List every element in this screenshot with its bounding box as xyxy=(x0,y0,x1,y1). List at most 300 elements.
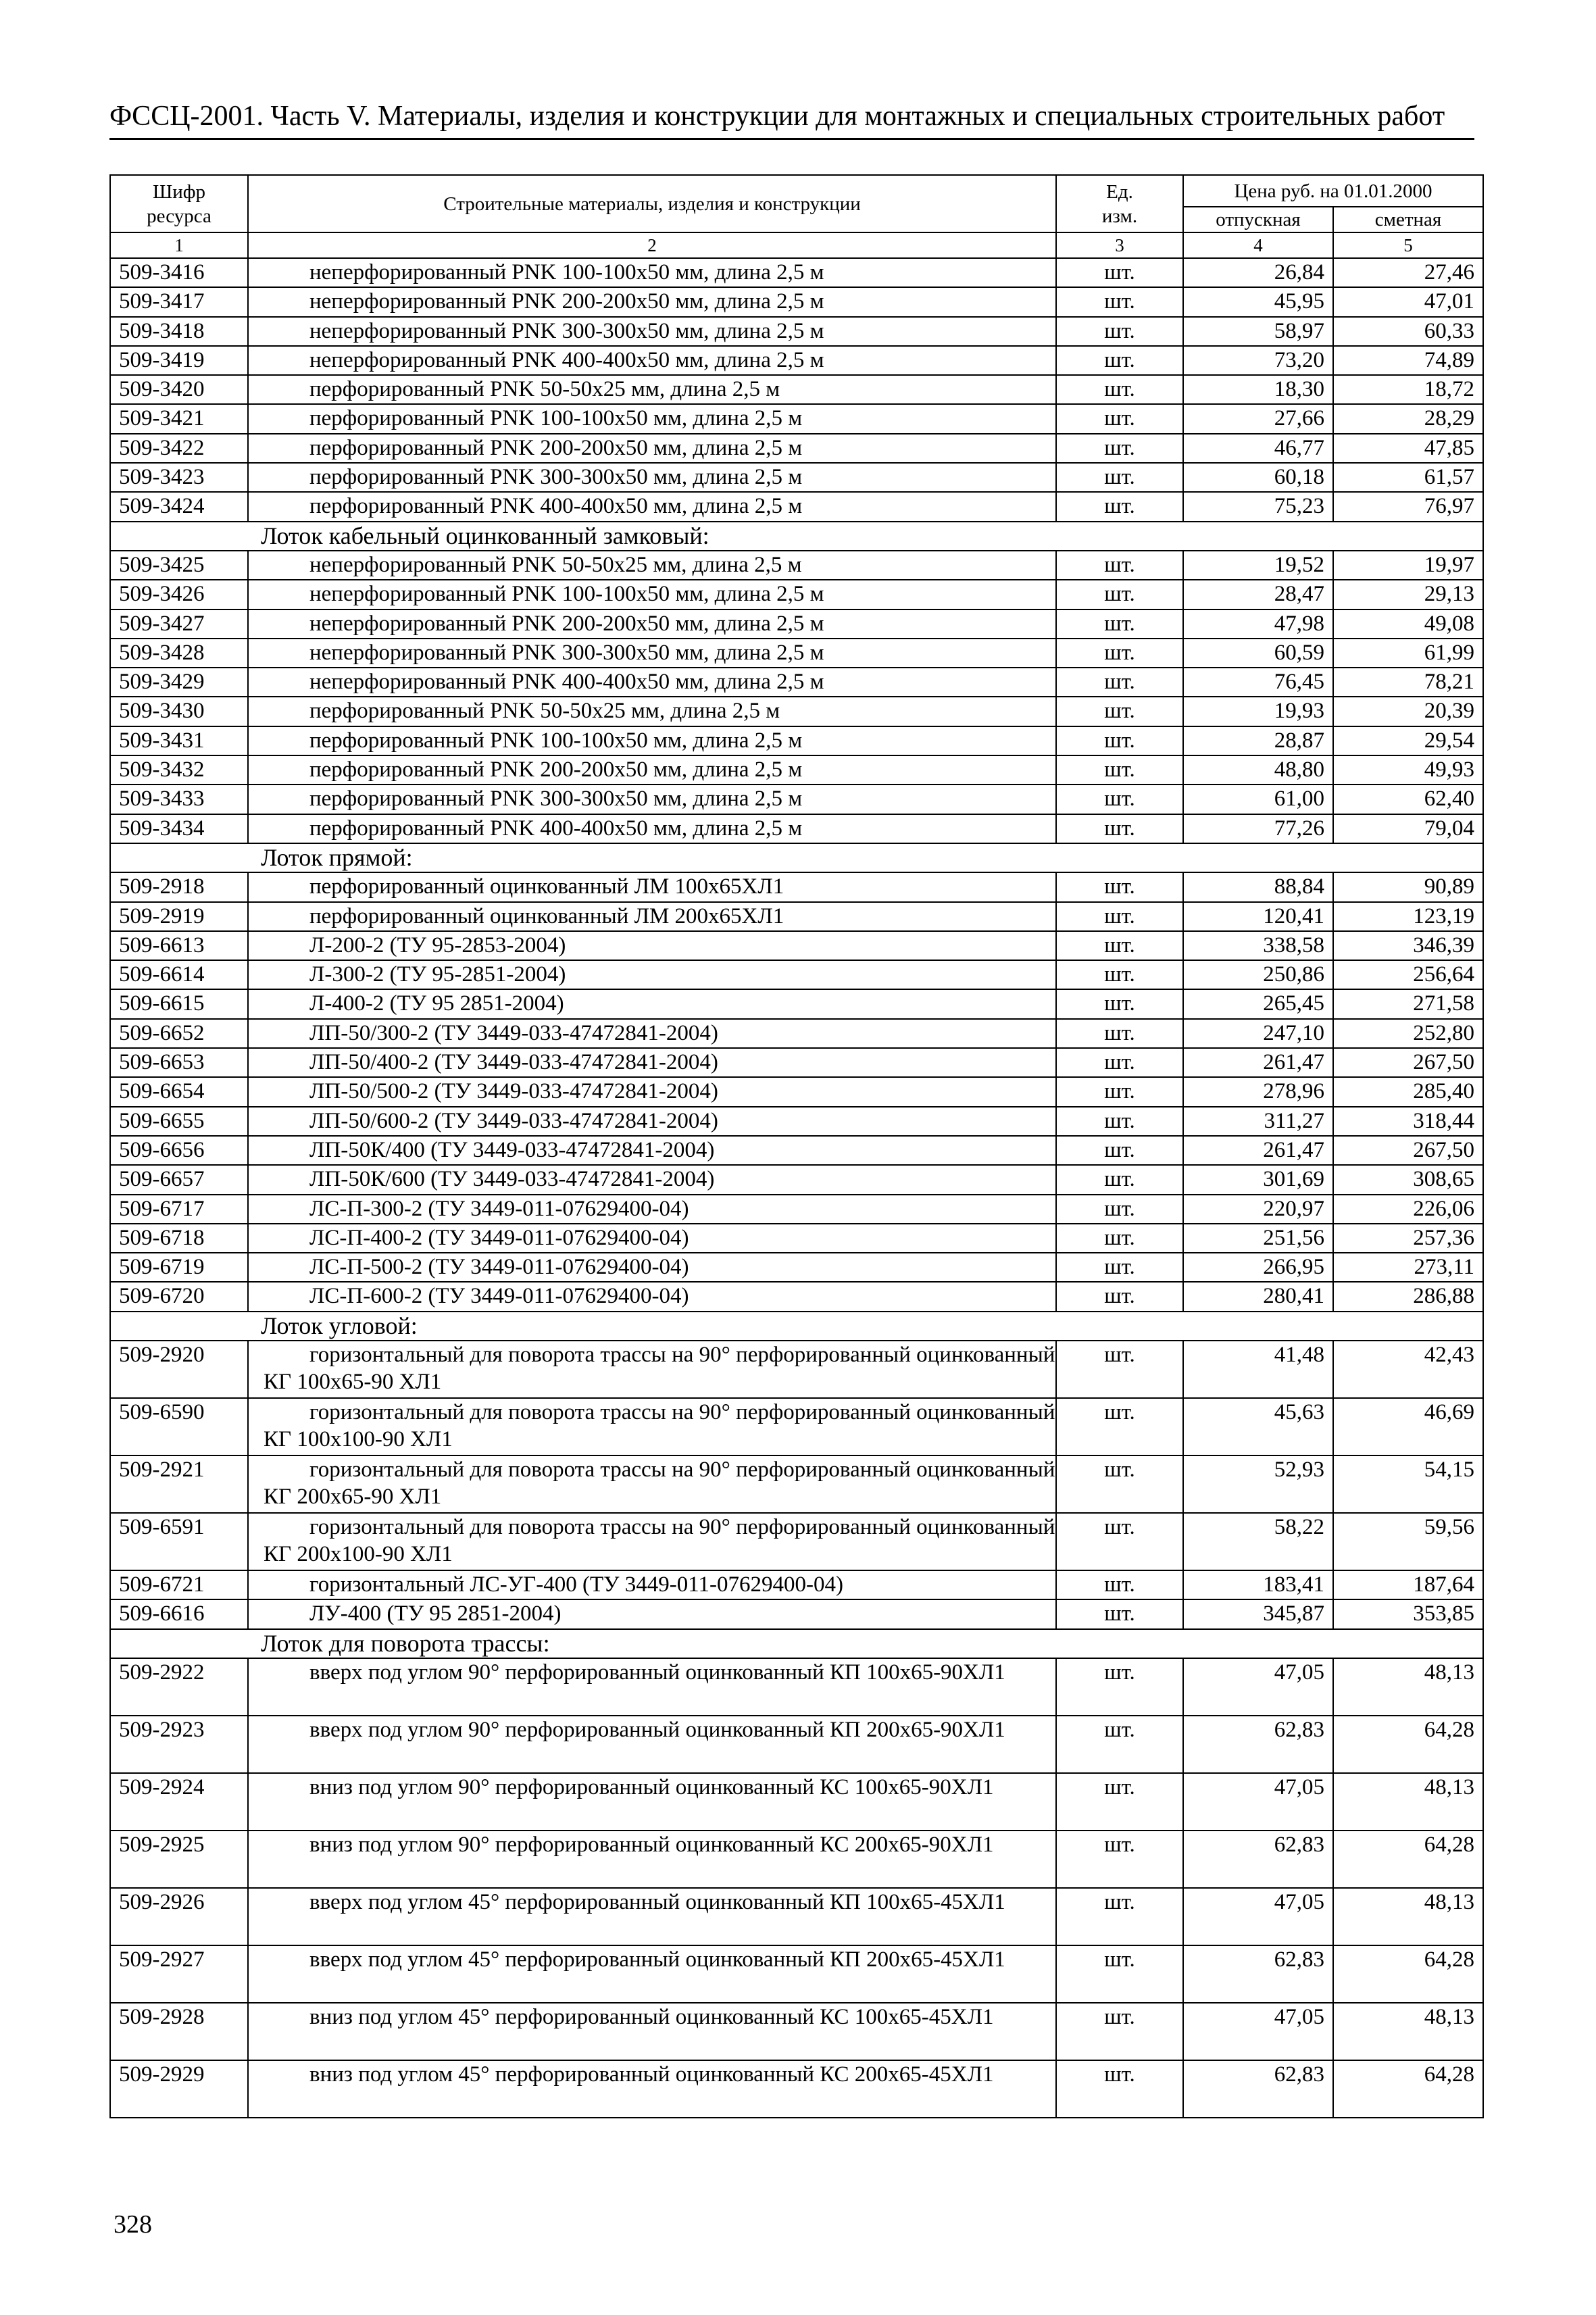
table-row xyxy=(110,960,1483,989)
table-row xyxy=(110,872,1483,901)
material-name: ЛС-П-300-2 (ТУ 3449-011-07629400-04) xyxy=(248,1195,1056,1224)
price-release: 18,30 xyxy=(1183,375,1333,404)
price-estimate: 256,64 xyxy=(1333,960,1483,989)
resource-code: 509-3434 xyxy=(110,814,248,843)
resource-code: 509-3427 xyxy=(110,609,248,639)
price-estimate: 353,85 xyxy=(1333,1599,1483,1628)
price-release: 73,20 xyxy=(1183,346,1333,375)
resource-code: 509-3422 xyxy=(110,434,248,463)
page-header-title: ФССЦ-2001. Часть V. Материалы, изделия и конструкции для монтажных и специальных строительных работ xyxy=(109,101,1445,132)
price-estimate: 48,13 xyxy=(1333,2003,1483,2060)
resource-code: 509-6616 xyxy=(110,1599,248,1628)
price-estimate: 64,28 xyxy=(1333,1716,1483,1773)
price-release: 48,80 xyxy=(1183,755,1333,785)
resource-code: 509-2929 xyxy=(110,2060,248,2118)
price-estimate: 64,28 xyxy=(1333,2060,1483,2118)
unit-cell: шт. xyxy=(1056,492,1183,521)
price-estimate: 48,13 xyxy=(1333,1888,1483,1945)
section-title: Лоток для поворота трассы: xyxy=(110,1629,1483,1658)
header-col-num-3: 3 xyxy=(1056,232,1183,258)
material-name: неперфорированный PNK 400-400x50 мм, длина 2,5 м xyxy=(248,346,1056,375)
header-col-num-5: 5 xyxy=(1333,232,1483,258)
material-name: перфорированный PNK 200-200x50 мм, длина 2,5 м xyxy=(248,755,1056,785)
resource-code: 509-2921 xyxy=(110,1455,248,1513)
price-release: 88,84 xyxy=(1183,872,1333,901)
unit-cell: шт. xyxy=(1056,287,1183,316)
table-row xyxy=(110,551,1483,580)
unit-cell: шт. xyxy=(1056,580,1183,609)
resource-code: 509-3425 xyxy=(110,551,248,580)
price-estimate: 78,21 xyxy=(1333,668,1483,697)
unit-cell: шт. xyxy=(1056,609,1183,639)
price-estimate: 27,46 xyxy=(1333,258,1483,287)
material-name: вниз под углом 90° перфорированный оцинкованный КС 100x65-90ХЛ1 xyxy=(248,1773,1056,1831)
price-release: 76,45 xyxy=(1183,668,1333,697)
price-release: 47,05 xyxy=(1183,1658,1333,1716)
price-estimate: 123,19 xyxy=(1333,902,1483,931)
unit-cell: шт. xyxy=(1056,1658,1183,1716)
section-title: Лоток угловой: xyxy=(110,1312,1483,1341)
price-estimate: 48,13 xyxy=(1333,1773,1483,1831)
table-row xyxy=(110,1945,1483,2003)
material-name: Л-400-2 (ТУ 95 2851-2004) xyxy=(248,989,1056,1018)
table-row xyxy=(110,1455,1483,1513)
resource-code: 509-2925 xyxy=(110,1831,248,1888)
price-estimate: 252,80 xyxy=(1333,1019,1483,1048)
header-unit-line2: изм. xyxy=(1101,205,1138,227)
table-row xyxy=(110,1165,1483,1194)
material-name: перфорированный PNK 300-300x50 мм, длина 2,5 м xyxy=(248,463,1056,492)
material-name: вверх под углом 45° перфорированный оцинкованный КП 100x65-45ХЛ1 xyxy=(248,1888,1056,1945)
table-row xyxy=(110,1888,1483,1945)
material-name: вверх под углом 90° перфорированный оцинкованный КП 200x65-90ХЛ1 xyxy=(248,1716,1056,1773)
material-name: горизонтальный для поворота трассы на 90° перфорированный оцинкованный КГ 200x100-90 ХЛ1 xyxy=(248,1513,1056,1570)
price-estimate: 20,39 xyxy=(1333,697,1483,726)
unit-cell: шт. xyxy=(1056,346,1183,375)
resource-code: 509-6613 xyxy=(110,931,248,960)
material-name: перфорированный PNK 100-100x50 мм, длина 2,5 м xyxy=(248,726,1056,755)
material-name: перфорированный PNK 400-400x50 мм, длина 2,5 м xyxy=(248,492,1056,521)
table-row xyxy=(110,1282,1483,1311)
resource-code: 509-6653 xyxy=(110,1048,248,1077)
resource-code: 509-6657 xyxy=(110,1165,248,1194)
price-estimate: 59,56 xyxy=(1333,1513,1483,1570)
material-name: горизонтальный для поворота трассы на 90° перфорированный оцинкованный КГ 100x100-90 ХЛ1 xyxy=(248,1398,1056,1455)
price-release: 280,41 xyxy=(1183,1282,1333,1311)
table-row xyxy=(110,755,1483,785)
header-code-line2: ресурса xyxy=(147,205,211,227)
material-name: вниз под углом 90° перфорированный оцинкованный КС 200x65-90ХЛ1 xyxy=(248,1831,1056,1888)
price-estimate: 28,29 xyxy=(1333,404,1483,433)
price-estimate: 74,89 xyxy=(1333,346,1483,375)
material-name: Л-300-2 (ТУ 95-2851-2004) xyxy=(248,960,1056,989)
price-estimate: 318,44 xyxy=(1333,1107,1483,1136)
table-row xyxy=(110,1077,1483,1106)
unit-cell: шт. xyxy=(1056,551,1183,580)
table-row xyxy=(110,1513,1483,1570)
resource-code: 509-6614 xyxy=(110,960,248,989)
resource-code: 509-6719 xyxy=(110,1253,248,1282)
header-code xyxy=(110,175,248,232)
resource-code: 509-6654 xyxy=(110,1077,248,1106)
material-name: ЛП-50/600-2 (ТУ 3449-033-47472841-2004) xyxy=(248,1107,1056,1136)
section-row xyxy=(110,1629,1483,1658)
price-release: 338,58 xyxy=(1183,931,1333,960)
resource-code: 509-3426 xyxy=(110,580,248,609)
price-release: 251,56 xyxy=(1183,1224,1333,1253)
resource-code: 509-2919 xyxy=(110,902,248,931)
table-row xyxy=(110,989,1483,1018)
table-row xyxy=(110,609,1483,639)
price-release: 62,83 xyxy=(1183,1945,1333,2003)
price-estimate: 76,97 xyxy=(1333,492,1483,521)
price-release: 46,77 xyxy=(1183,434,1333,463)
price-release: 28,87 xyxy=(1183,726,1333,755)
price-release: 61,00 xyxy=(1183,785,1333,814)
table-row xyxy=(110,1107,1483,1136)
resource-code: 509-2920 xyxy=(110,1341,248,1398)
price-estimate: 46,69 xyxy=(1333,1398,1483,1455)
header-name: Строительные материалы, изделия и конструкции xyxy=(248,175,1056,232)
unit-cell: шт. xyxy=(1056,960,1183,989)
unit-cell: шт. xyxy=(1056,2003,1183,2060)
price-estimate: 29,13 xyxy=(1333,580,1483,609)
resource-code: 509-6721 xyxy=(110,1570,248,1599)
table-row xyxy=(110,580,1483,609)
unit-cell: шт. xyxy=(1056,1831,1183,1888)
material-name: ЛП-50К/400 (ТУ 3449-033-47472841-2004) xyxy=(248,1136,1056,1165)
unit-cell: шт. xyxy=(1056,1165,1183,1194)
price-estimate: 226,06 xyxy=(1333,1195,1483,1224)
resource-code: 509-3429 xyxy=(110,668,248,697)
table-row xyxy=(110,492,1483,521)
material-name: ЛС-П-400-2 (ТУ 3449-011-07629400-04) xyxy=(248,1224,1056,1253)
table-row xyxy=(110,697,1483,726)
table-row xyxy=(110,814,1483,843)
material-name: перфорированный оцинкованный ЛМ 100x65ХЛ1 xyxy=(248,872,1056,901)
price-estimate: 18,72 xyxy=(1333,375,1483,404)
unit-cell: шт. xyxy=(1056,1282,1183,1311)
price-estimate: 47,85 xyxy=(1333,434,1483,463)
table-row xyxy=(110,1716,1483,1773)
price-estimate: 47,01 xyxy=(1333,287,1483,316)
resource-code: 509-3421 xyxy=(110,404,248,433)
resource-code: 509-6718 xyxy=(110,1224,248,1253)
material-name: вниз под углом 45° перфорированный оцинкованный КС 100x65-45ХЛ1 xyxy=(248,2003,1056,2060)
price-estimate: 64,28 xyxy=(1333,1945,1483,2003)
header-col-num-4: 4 xyxy=(1183,232,1333,258)
material-name: перфорированный PNK 50-50x25 мм, длина 2,5 м xyxy=(248,697,1056,726)
unit-cell: шт. xyxy=(1056,1513,1183,1570)
resource-code: 509-3430 xyxy=(110,697,248,726)
unit-cell: шт. xyxy=(1056,375,1183,404)
price-release: 47,98 xyxy=(1183,609,1333,639)
unit-cell: шт. xyxy=(1056,1716,1183,1773)
price-release: 311,27 xyxy=(1183,1107,1333,1136)
price-release: 47,05 xyxy=(1183,1773,1333,1831)
resource-code: 509-6717 xyxy=(110,1195,248,1224)
unit-cell: шт. xyxy=(1056,902,1183,931)
table-row xyxy=(110,375,1483,404)
price-release: 278,96 xyxy=(1183,1077,1333,1106)
table-row xyxy=(110,1658,1483,1716)
resource-code: 509-3419 xyxy=(110,346,248,375)
price-release: 62,83 xyxy=(1183,2060,1333,2118)
unit-cell: шт. xyxy=(1056,404,1183,433)
unit-cell: шт. xyxy=(1056,872,1183,901)
price-estimate: 267,50 xyxy=(1333,1048,1483,1077)
unit-cell: шт. xyxy=(1056,1773,1183,1831)
price-release: 62,83 xyxy=(1183,1716,1333,1773)
unit-cell: шт. xyxy=(1056,1136,1183,1165)
resource-code: 509-2928 xyxy=(110,2003,248,2060)
price-release: 19,93 xyxy=(1183,697,1333,726)
unit-cell: шт. xyxy=(1056,1455,1183,1513)
unit-cell: шт. xyxy=(1056,1195,1183,1224)
material-name: ЛП-50/300-2 (ТУ 3449-033-47472841-2004) xyxy=(248,1019,1056,1048)
resource-code: 509-3432 xyxy=(110,755,248,785)
price-estimate: 267,50 xyxy=(1333,1136,1483,1165)
table-row xyxy=(110,1398,1483,1455)
material-name: ЛС-П-500-2 (ТУ 3449-011-07629400-04) xyxy=(248,1253,1056,1282)
price-estimate: 60,33 xyxy=(1333,317,1483,346)
table-row xyxy=(110,1570,1483,1599)
price-release: 26,84 xyxy=(1183,258,1333,287)
resource-code: 509-6652 xyxy=(110,1019,248,1048)
unit-cell: шт. xyxy=(1056,317,1183,346)
section-row xyxy=(110,522,1483,551)
unit-cell: шт. xyxy=(1056,755,1183,785)
unit-cell: шт. xyxy=(1056,1224,1183,1253)
material-name: неперфорированный PNK 200-200x50 мм, длина 2,5 м xyxy=(248,287,1056,316)
material-name: перфорированный PNK 200-200x50 мм, длина 2,5 м xyxy=(248,434,1056,463)
resource-code: 509-6590 xyxy=(110,1398,248,1455)
header-unit-line1: Ед. xyxy=(1106,180,1133,203)
resource-code: 509-2924 xyxy=(110,1773,248,1831)
price-estimate: 48,13 xyxy=(1333,1658,1483,1716)
unit-cell: шт. xyxy=(1056,1599,1183,1628)
table-row xyxy=(110,1019,1483,1048)
price-estimate: 62,40 xyxy=(1333,785,1483,814)
table-row xyxy=(110,902,1483,931)
price-estimate: 49,08 xyxy=(1333,609,1483,639)
resource-code: 509-6615 xyxy=(110,989,248,1018)
price-release: 47,05 xyxy=(1183,1888,1333,1945)
material-name: ЛС-П-600-2 (ТУ 3449-011-07629400-04) xyxy=(248,1282,1056,1311)
resource-code: 509-3418 xyxy=(110,317,248,346)
material-name: перфорированный PNK 50-50x25 мм, длина 2,5 м xyxy=(248,375,1056,404)
unit-cell: шт. xyxy=(1056,726,1183,755)
price-release: 183,41 xyxy=(1183,1570,1333,1599)
price-estimate: 187,64 xyxy=(1333,1570,1483,1599)
price-estimate: 346,39 xyxy=(1333,931,1483,960)
price-estimate: 54,15 xyxy=(1333,1455,1483,1513)
header-unit xyxy=(1056,175,1183,232)
header-price-group: Цена руб. на 01.01.2000 xyxy=(1183,175,1483,207)
price-release: 247,10 xyxy=(1183,1019,1333,1048)
price-table xyxy=(109,174,1484,2118)
material-name: перфорированный PNK 400-400x50 мм, длина 2,5 м xyxy=(248,814,1056,843)
price-release: 41,48 xyxy=(1183,1341,1333,1398)
resource-code: 509-3420 xyxy=(110,375,248,404)
price-release: 120,41 xyxy=(1183,902,1333,931)
price-release: 47,05 xyxy=(1183,2003,1333,2060)
resource-code: 509-2922 xyxy=(110,1658,248,1716)
table-row xyxy=(110,1599,1483,1628)
price-release: 27,66 xyxy=(1183,404,1333,433)
price-release: 45,95 xyxy=(1183,287,1333,316)
price-release: 220,97 xyxy=(1183,1195,1333,1224)
header-col-num-2: 2 xyxy=(248,232,1056,258)
resource-code: 509-2927 xyxy=(110,1945,248,2003)
material-name: неперфорированный PNK 50-50x25 мм, длина 2,5 м xyxy=(248,551,1056,580)
table-row xyxy=(110,1195,1483,1224)
unit-cell: шт. xyxy=(1056,639,1183,668)
table-row xyxy=(110,1773,1483,1831)
price-release: 58,97 xyxy=(1183,317,1333,346)
table-row xyxy=(110,463,1483,492)
header-col-num-1: 1 xyxy=(110,232,248,258)
table-row xyxy=(110,2060,1483,2118)
table-row xyxy=(110,287,1483,316)
header-code-line1: Шифр xyxy=(152,180,206,203)
price-release: 58,22 xyxy=(1183,1513,1333,1570)
material-name: неперфорированный PNK 300-300x50 мм, длина 2,5 м xyxy=(248,317,1056,346)
unit-cell: шт. xyxy=(1056,1888,1183,1945)
unit-cell: шт. xyxy=(1056,2060,1183,2118)
price-estimate: 286,88 xyxy=(1333,1282,1483,1311)
resource-code: 509-3416 xyxy=(110,258,248,287)
material-name: ЛП-50/400-2 (ТУ 3449-033-47472841-2004) xyxy=(248,1048,1056,1077)
material-name: неперфорированный PNK 300-300x50 мм, длина 2,5 м xyxy=(248,639,1056,668)
unit-cell: шт. xyxy=(1056,1253,1183,1282)
unit-cell: шт. xyxy=(1056,1398,1183,1455)
resource-code: 509-3424 xyxy=(110,492,248,521)
resource-code: 509-3423 xyxy=(110,463,248,492)
table-row xyxy=(110,317,1483,346)
resource-code: 509-2923 xyxy=(110,1716,248,1773)
price-estimate: 257,36 xyxy=(1333,1224,1483,1253)
material-name: неперфорированный PNK 400-400x50 мм, длина 2,5 м xyxy=(248,668,1056,697)
material-name: вверх под углом 45° перфорированный оцинкованный КП 200x65-45ХЛ1 xyxy=(248,1945,1056,2003)
material-name: неперфорированный PNK 100-100x50 мм, длина 2,5 м xyxy=(248,258,1056,287)
price-release: 19,52 xyxy=(1183,551,1333,580)
price-estimate: 42,43 xyxy=(1333,1341,1483,1398)
price-release: 250,86 xyxy=(1183,960,1333,989)
resource-code: 509-2918 xyxy=(110,872,248,901)
material-name: перфорированный оцинкованный ЛМ 200x65ХЛ1 xyxy=(248,902,1056,931)
price-estimate: 61,57 xyxy=(1333,463,1483,492)
table-row xyxy=(110,1253,1483,1282)
section-title: Лоток кабельный оцинкованный замковый: xyxy=(110,522,1483,551)
price-estimate: 90,89 xyxy=(1333,872,1483,901)
unit-cell: шт. xyxy=(1056,434,1183,463)
price-release: 266,95 xyxy=(1183,1253,1333,1282)
material-name: вверх под углом 90° перфорированный оцинкованный КП 100x65-90ХЛ1 xyxy=(248,1658,1056,1716)
price-release: 261,47 xyxy=(1183,1048,1333,1077)
resource-code: 509-2926 xyxy=(110,1888,248,1945)
resource-code: 509-6720 xyxy=(110,1282,248,1311)
price-release: 77,26 xyxy=(1183,814,1333,843)
table-row xyxy=(110,2003,1483,2060)
unit-cell: шт. xyxy=(1056,1107,1183,1136)
price-release: 52,93 xyxy=(1183,1455,1333,1513)
material-name: перфорированный PNK 100-100x50 мм, длина 2,5 м xyxy=(248,404,1056,433)
price-release: 265,45 xyxy=(1183,989,1333,1018)
price-release: 28,47 xyxy=(1183,580,1333,609)
table-row xyxy=(110,346,1483,375)
price-estimate: 271,58 xyxy=(1333,989,1483,1018)
unit-cell: шт. xyxy=(1056,1019,1183,1048)
price-release: 345,87 xyxy=(1183,1599,1333,1628)
unit-cell: шт. xyxy=(1056,1077,1183,1106)
unit-cell: шт. xyxy=(1056,463,1183,492)
table-row xyxy=(110,931,1483,960)
resource-code: 509-6591 xyxy=(110,1513,248,1570)
material-name: неперфорированный PNK 200-200x50 мм, длина 2,5 м xyxy=(248,609,1056,639)
price-estimate: 79,04 xyxy=(1333,814,1483,843)
material-name: ЛП-50/500-2 (ТУ 3449-033-47472841-2004) xyxy=(248,1077,1056,1106)
material-name: неперфорированный PNK 100-100x50 мм, длина 2,5 м xyxy=(248,580,1056,609)
price-release: 301,69 xyxy=(1183,1165,1333,1194)
material-name: горизонтальный для поворота трассы на 90° перфорированный оцинкованный КГ 200x65-90 ХЛ1 xyxy=(248,1455,1056,1513)
unit-cell: шт. xyxy=(1056,1048,1183,1077)
resource-code: 509-6655 xyxy=(110,1107,248,1136)
material-name: горизонтальный для поворота трассы на 90° перфорированный оцинкованный КГ 100x65-90 ХЛ1 xyxy=(248,1341,1056,1398)
section-title: Лоток прямой: xyxy=(110,843,1483,872)
price-estimate: 49,93 xyxy=(1333,755,1483,785)
resource-code: 509-6656 xyxy=(110,1136,248,1165)
unit-cell: шт. xyxy=(1056,931,1183,960)
material-name: ЛУ-400 (ТУ 95 2851-2004) xyxy=(248,1599,1056,1628)
material-name: вниз под углом 45° перфорированный оцинкованный КС 200x65-45ХЛ1 xyxy=(248,2060,1056,2118)
material-name: горизонтальный ЛС-УГ-400 (ТУ 3449-011-07629400-04) xyxy=(248,1570,1056,1599)
unit-cell: шт. xyxy=(1056,989,1183,1018)
resource-code: 509-3428 xyxy=(110,639,248,668)
material-name: перфорированный PNK 300-300x50 мм, длина 2,5 м xyxy=(248,785,1056,814)
price-estimate: 64,28 xyxy=(1333,1831,1483,1888)
resource-code: 509-3417 xyxy=(110,287,248,316)
section-row xyxy=(110,843,1483,872)
resource-code: 509-3433 xyxy=(110,785,248,814)
price-release: 75,23 xyxy=(1183,492,1333,521)
table-row xyxy=(110,404,1483,433)
price-estimate: 19,97 xyxy=(1333,551,1483,580)
unit-cell: шт. xyxy=(1056,258,1183,287)
table-row xyxy=(110,1831,1483,1888)
unit-cell: шт. xyxy=(1056,1570,1183,1599)
material-name: ЛП-50К/600 (ТУ 3449-033-47472841-2004) xyxy=(248,1165,1056,1194)
table-row xyxy=(110,1341,1483,1398)
unit-cell: шт. xyxy=(1056,1341,1183,1398)
price-estimate: 61,99 xyxy=(1333,639,1483,668)
table-header xyxy=(110,175,1483,258)
table-body xyxy=(110,258,1483,2118)
price-estimate: 273,11 xyxy=(1333,1253,1483,1282)
table-row xyxy=(110,1136,1483,1165)
price-estimate: 29,54 xyxy=(1333,726,1483,755)
header-price-release: отпускная xyxy=(1183,207,1333,232)
header-divider xyxy=(109,138,1474,140)
unit-cell: шт. xyxy=(1056,1945,1183,2003)
price-release: 45,63 xyxy=(1183,1398,1333,1455)
table-row xyxy=(110,434,1483,463)
resource-code: 509-3431 xyxy=(110,726,248,755)
material-name: Л-200-2 (ТУ 95-2853-2004) xyxy=(248,931,1056,960)
table-row xyxy=(110,726,1483,755)
header-price-estimate: сметная xyxy=(1333,207,1483,232)
price-release: 60,59 xyxy=(1183,639,1333,668)
